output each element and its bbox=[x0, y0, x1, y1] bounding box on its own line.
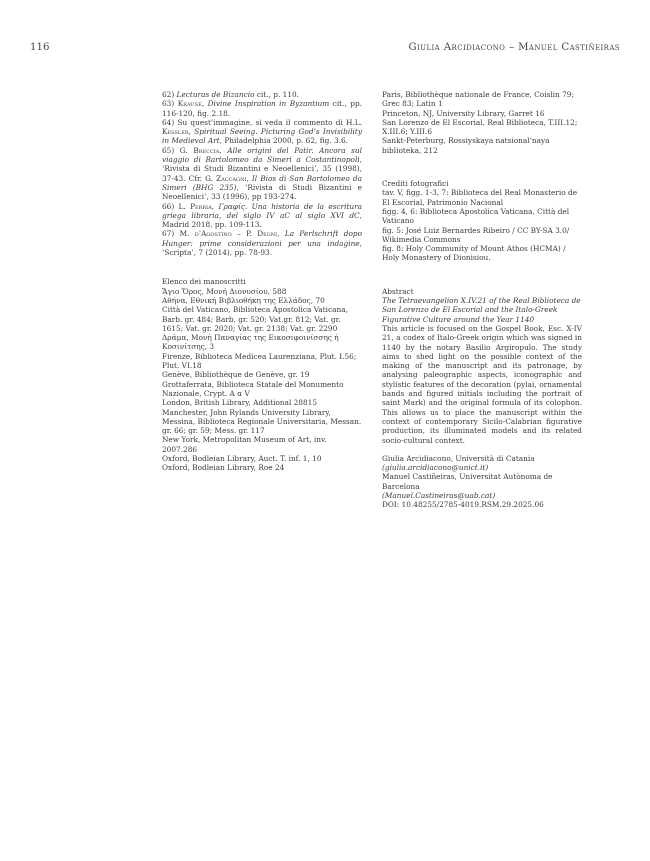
footnote-number: 64) bbox=[162, 117, 178, 127]
footnote-number: 67) bbox=[162, 229, 180, 239]
manuscript-entry: Paris, Bibliothèque nationale de France, Coislin 79; Grec 83; Latin 1 bbox=[382, 90, 574, 109]
footnote-text: Zaccagni bbox=[216, 173, 247, 183]
footnote-text: , ‘Rivista di Studi Bizantini e Neoellenici’, 35 (1998), 37-43. Cfr. G. bbox=[162, 155, 362, 183]
left-column bbox=[162, 90, 362, 473]
manuscripts-list-continued bbox=[382, 90, 582, 155]
manuscript-entry: Manchester, John Rylands University Library, Messina, Biblioteca Regionale Universitaria, Messan. gr. 66; gr. 59; Mess. gr. 117 bbox=[162, 407, 362, 436]
manuscript-entry: Ἅγιο Ὅρος, Μονή Διονυσίου, 588 bbox=[162, 286, 287, 296]
footnote-text: Krause bbox=[177, 99, 202, 109]
manuscript-entry: Αθήνα, Εθνική Βιβλιοθήκη της Ελλάδος, 70 bbox=[162, 295, 325, 305]
author-email-2: (Manuel.Castineiras@uab.cat) bbox=[382, 490, 496, 500]
credit-entry: fig. 8: Holy Community of Mount Athos (HCMA) / Holy Monastery of Dionisiou. bbox=[382, 244, 566, 263]
footnote-text: , bbox=[219, 145, 228, 155]
credit-entry: figg. 4, 6: Biblioteca Apostolica Vaticana, Città del Vaticano bbox=[382, 206, 570, 226]
manuscript-entry: Sankt-Peterburg, Rossiyskaya natsional’naya biblioteka, 212 bbox=[382, 136, 550, 155]
manuscript-entry: Oxford, Bodleian Library, Roe 24 bbox=[162, 463, 285, 473]
footnote-text: , bbox=[201, 99, 208, 109]
footnote-text: Divine Inspiration in Byzantium bbox=[207, 99, 330, 109]
footnote bbox=[162, 118, 362, 146]
manuscript-entry: London, British Library, Additional 28815 bbox=[162, 398, 318, 408]
doi: DOI: 10.48255/2785-4019.RSM.29.2025.06 bbox=[382, 500, 544, 510]
running-head-authors: Giulia Arcidiacono – Manuel Castiñeiras bbox=[408, 42, 620, 53]
manuscript-entry: Firenze, Biblioteca Medicea Laurenziana, Plut. I.56; Plut. VI.18 bbox=[162, 351, 357, 371]
footnote-text: L. bbox=[178, 201, 191, 211]
manuscripts-list bbox=[162, 287, 362, 473]
footnote-number: 65) bbox=[162, 145, 180, 155]
footnote-text: d’Agostino bbox=[194, 229, 232, 239]
footnote-text: Perria bbox=[190, 201, 212, 211]
footnote-text: cit., pp. 116-120, fig. 2.18. bbox=[162, 99, 363, 118]
credits-title: Crediti fotografici bbox=[382, 179, 449, 189]
footnote-text: , bbox=[211, 201, 219, 211]
footnote-text: Spiritual Seeing. Picturing God’s Invisibility in Medieval Art bbox=[162, 127, 362, 146]
author-email-1: (giulia.arcidiacono@unict.it) bbox=[382, 463, 489, 473]
manuscript-entry: Grottaferrata, Biblioteca Statale del Monumento Nazionale, Crypt. A α V bbox=[162, 379, 344, 398]
manuscripts-title: Elenco dei manoscritti bbox=[162, 277, 246, 287]
footnote-number: 63) bbox=[162, 99, 178, 109]
footnote bbox=[162, 90, 362, 99]
manuscript-entry: Oxford, Bodleian Library, Auct. T. inf. 1, 10 bbox=[162, 453, 322, 463]
footnote-number: 62) bbox=[162, 90, 177, 99]
footnote-text: – P. bbox=[231, 229, 258, 239]
abstract-title: Abstract bbox=[382, 286, 414, 296]
footnote-number: 66) bbox=[162, 201, 179, 211]
footnotes bbox=[162, 90, 362, 257]
manuscript-entry: Città del Vaticano, Biblioteca Apostolica Vaticana, Barb. gr. 484; Barb. gr. 520; Vat.gr. 812; Vat. gr. 1615; Vat. gr. 2020; Vat. gr. 2138; Vat. gr. 2290 bbox=[162, 305, 348, 333]
manuscript-entry: Δράμα, Μονή Παναγίας της Εικοσιφοινίσσης ή Κοσινίτσης, 3 bbox=[162, 333, 339, 352]
manuscript-entry: Genève, Bibliothèque de Genève, gr. 19 bbox=[162, 370, 310, 380]
footnote-text: Alle origini del Patir. Ancora sul viaggio di Bartolomeo da Simeri a Costantinopoli bbox=[162, 145, 363, 165]
footnote-text: Su quest’immagine, si veda il commento di H.L. bbox=[177, 117, 362, 127]
footnote-text: , Madrid 2018, pp. 109-113. bbox=[162, 210, 362, 230]
footnote-text: , bbox=[277, 229, 285, 239]
abstract-body: This article is focused on the Gospel Book, Esc. X-IV 21, a codex of Italo-Greek origin which was signed in 1140 by the notary Basilio Argiropulo. The study aims to shed light on the possible context of the making of the manuscript and its patronage, by analysing paleographic aspects, iconographic and stylistic features of the decoration (pylai, ornamental bands and figured initials including the portrait of saint Mark) and the original formula of its colophon. This allows us to place the manuscript within the context of contemporary Sicilo-Calabrian figurative production, its illuminated models and its related socio-cultural context. bbox=[382, 323, 582, 445]
footnote-text: Degni bbox=[257, 229, 278, 239]
footnote-text: Lecturas de Bizancio bbox=[176, 90, 255, 99]
running-head bbox=[30, 42, 620, 56]
footnote-text: Breccia bbox=[193, 145, 220, 155]
footnote bbox=[162, 229, 362, 257]
manuscript-entry: New York, Metropolitan Museum of Art, inv. 2007.286 bbox=[162, 435, 327, 454]
author-affiliation-1: Giulia Arcidiacono, Università di Catania bbox=[382, 453, 535, 463]
author-affiliation-2: Manuel Castiñeiras, Universitat Autònoma de Barcelona bbox=[382, 472, 553, 491]
footnote-text: , Philadelphia 2000, p. 62, fig. 3.6. bbox=[219, 136, 348, 146]
footnote-text: cit., p. 110. bbox=[254, 90, 300, 99]
footnote-text: , bbox=[246, 173, 252, 183]
credits-list bbox=[382, 188, 582, 262]
footnote-text: G. bbox=[179, 145, 194, 155]
manuscript-entry: Princeton, NJ, University Library, Garret 16 bbox=[382, 108, 545, 118]
credit-entry: tav. V, figg. 1-3, 7: Biblioteca del Real Monasterio de El Escorial, Patrimonio Nacional bbox=[382, 188, 578, 207]
right-column bbox=[382, 90, 582, 510]
footnote-text: , bbox=[188, 127, 195, 137]
abstract-subtitle: The Tetraevangelion X.IV.21 of the Real Biblioteca de San Lorenzo de El Escorial and the Italo-Greek Figurative Culture around the Year 1140 bbox=[382, 296, 581, 324]
footnote bbox=[162, 202, 362, 230]
page-number: 116 bbox=[30, 42, 50, 53]
footnote bbox=[162, 99, 362, 118]
footnote-text: Γραφίς. Una historia de la escritura griega libraria, del siglo IV aC al siglo XVI dC bbox=[162, 201, 363, 220]
manuscript-entry: San Lorenzo de El Escorial, Real Biblioteca, T.III.12; X.III.6; Y.III.6 bbox=[382, 117, 578, 137]
footnote-text: La Perlschrift dopo Hunger: prime considerazioni per una indagine bbox=[162, 229, 362, 248]
footnote-text: Il Bios di San Bartolomeo da Simeri (BHG 235) bbox=[162, 173, 362, 192]
footnote bbox=[162, 146, 362, 202]
footnote-text: , ‘Scripta’, 7 (2014), pp. 78-93. bbox=[162, 238, 362, 258]
credit-entry: fig. 5: José Luiz Bernardes Ribeiro / CC BY-SA 3.0/ Wikimedia Commons bbox=[382, 225, 570, 244]
footnote-text: Kessler bbox=[162, 127, 189, 137]
footnote-text: , ‘Rivista di Studi Bizantini e Neoellenici’, 33 (1996), pp 193-274. bbox=[162, 182, 362, 202]
footnote-text: M. bbox=[179, 229, 195, 239]
